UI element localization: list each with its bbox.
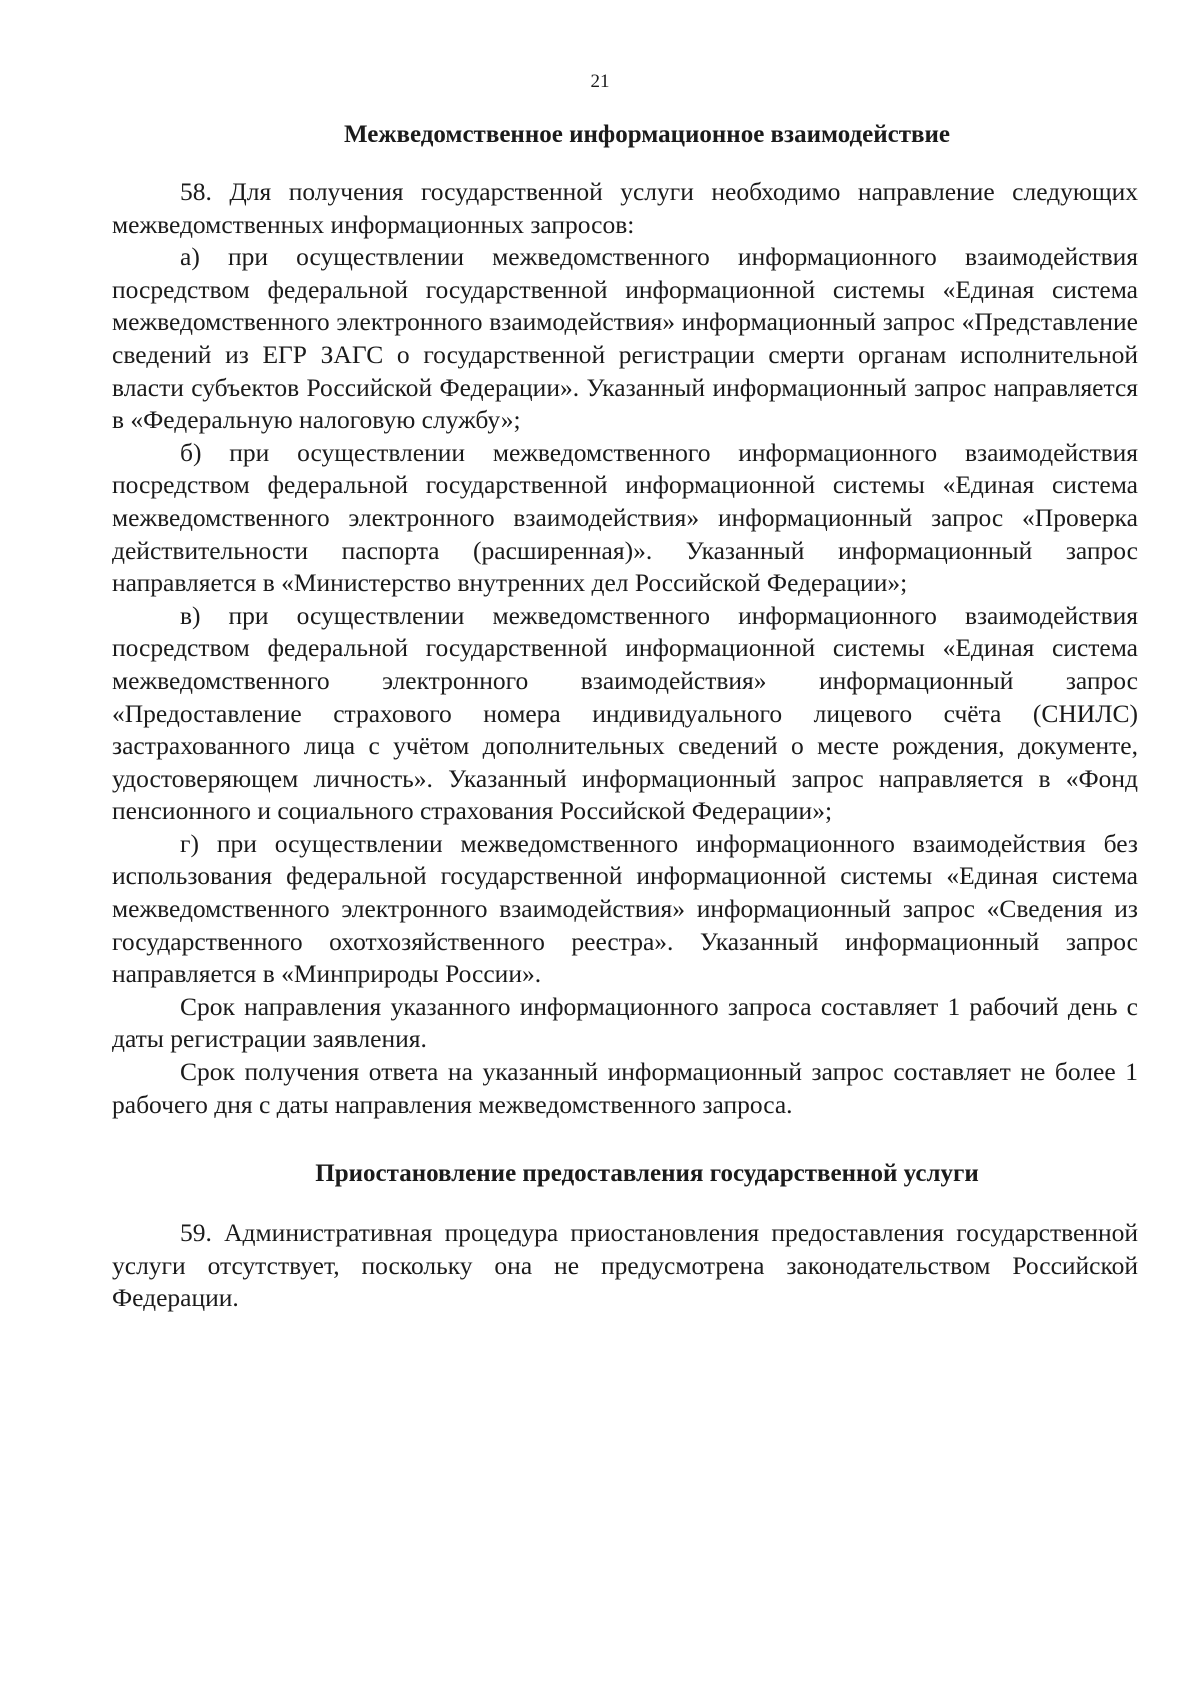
section-heading-interagency: Межведомственное информационное взаимодействие bbox=[344, 121, 950, 148]
paragraph-58-a: а) при осуществлении межведомственного информационного взаимодействия посредством федеральной государственной информационной системы «Единая система межведомственного электронного взаимодействия» информационный запрос «Представление сведений из ЕГР ЗАГС о государственной регистрации смерти органам исполнительной власти субъектов Российской Федерации». Указанный информационный запрос направляется в «Федеральную налоговую службу»; bbox=[112, 242, 1138, 435]
page-content bbox=[112, 118, 1138, 1315]
paragraph-response-deadline: Срок получения ответа на указанный информационный запрос составляет не более 1 рабочего дня с даты направления межведомственного запроса. bbox=[112, 1057, 1138, 1119]
page-number: 21 bbox=[590, 71, 610, 92]
paragraph-58: 58. Для получения государственной услуги необходимо направление следующих межведомственных информационных запросов: bbox=[112, 177, 1138, 239]
paragraph-58-g: г) при осуществлении межведомственного информационного взаимодействия без использования федеральной государственной информационной системы «Единая система межведомственного электронного взаимодействия» информационный запрос «Сведения из государственного охотхозяйственного реестра». Указанный информационный запрос направляется в «Минприроды России». bbox=[112, 828, 1138, 989]
section-heading-suspension: Приостановление предоставления государственной услуги bbox=[315, 1160, 979, 1188]
paragraph-58-v: в) при осуществлении межведомственного информационного взаимодействия посредством федеральной государственной информационной системы «Единая система межведомственного электронного взаимодействия» информационный запрос «Предоставление страхового номера индивидуального лицевого счёта (СНИЛС) застрахованного лица с учётом дополнительных сведений о месте рождения, документе, удостоверяющем личность». Указанный информационный запрос направляется в «Фонд пенсионного и социального страхования Российской Федерации»; bbox=[112, 600, 1138, 826]
paragraph-58-b: б) при осуществлении межведомственного информационного взаимодействия посредством федеральной государственной информационной системы «Единая система межведомственного электронного взаимодействия» информационный запрос «Проверка действительности паспорта (расширенная)». Указанный информационный запрос направляется в «Министерство внутренних дел Российской Федерации»; bbox=[112, 437, 1138, 598]
paragraph-59: 59. Административная процедура приостановления предоставления государственной услуги отсутствует, поскольку она не предусмотрена законодательством Российской Федерации. bbox=[112, 1218, 1138, 1313]
paragraph-request-deadline: Срок направления указанного информационного запроса составляет 1 рабочий день с даты регистрации заявления. bbox=[112, 991, 1138, 1054]
